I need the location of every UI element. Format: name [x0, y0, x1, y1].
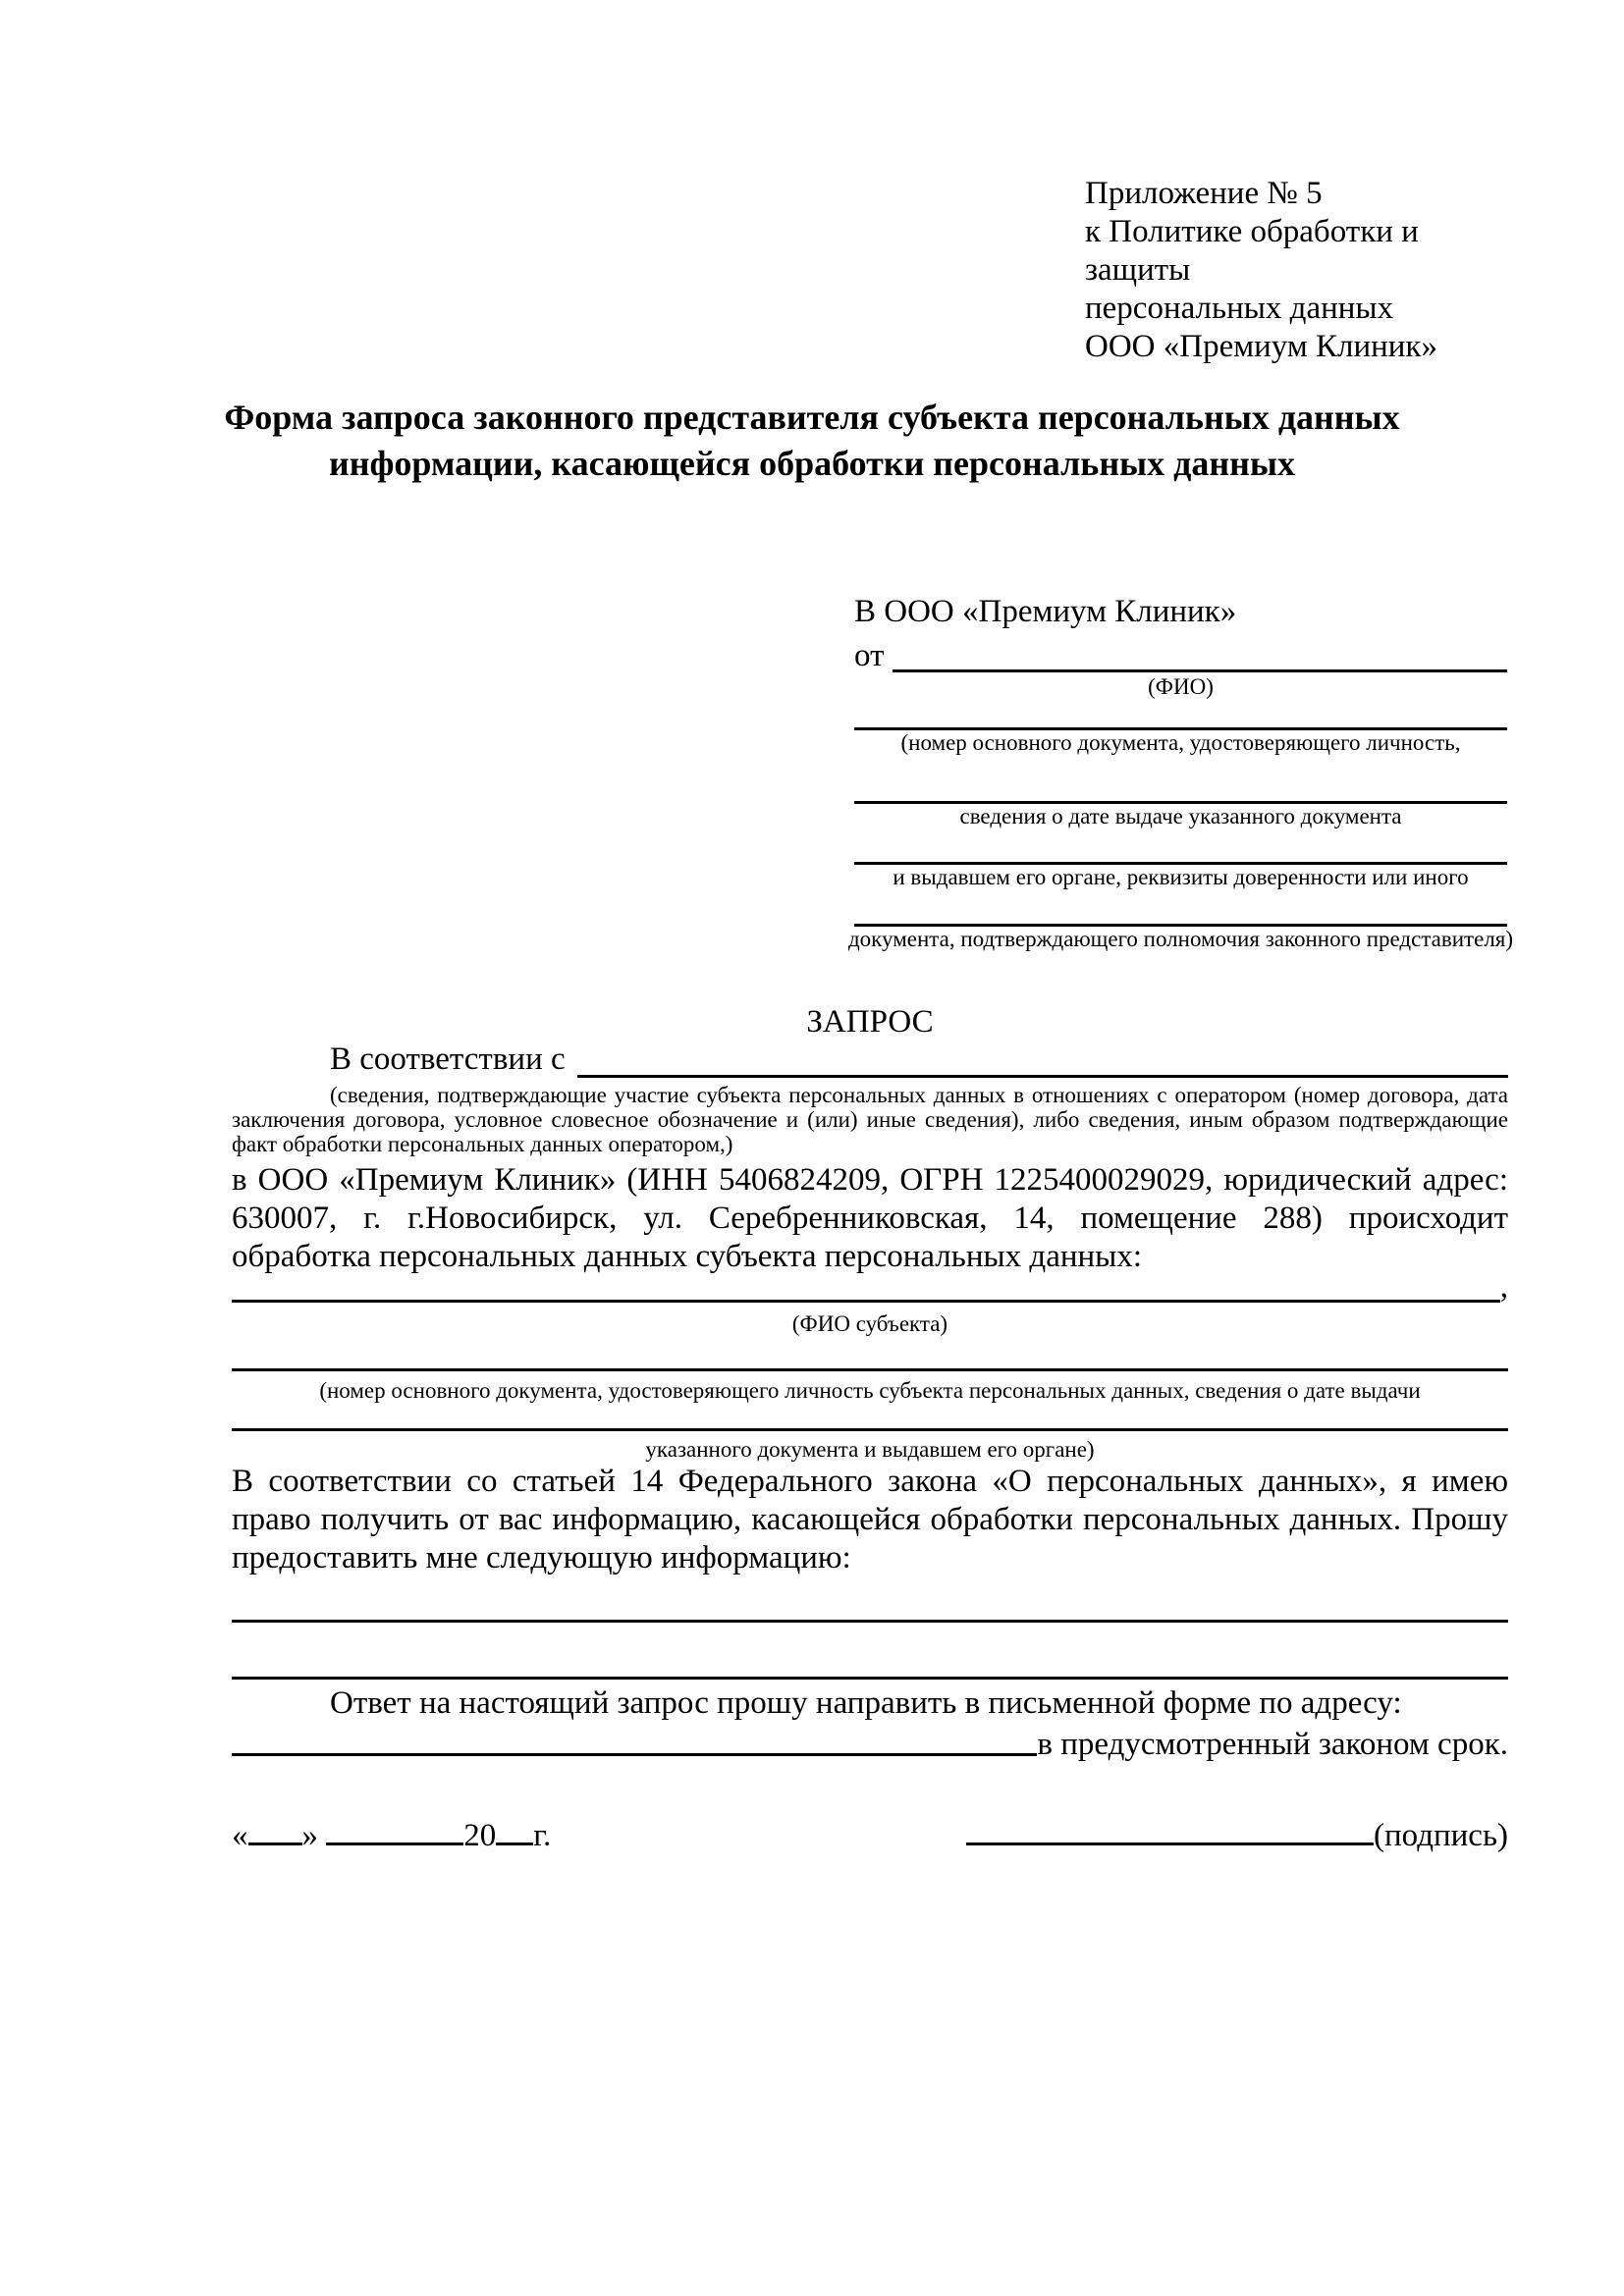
- blank-line-info-1: [232, 1620, 1508, 1623]
- reply-address-row: [232, 1720, 1508, 1763]
- subject-fio-caption: (ФИО субъекта): [791, 1311, 948, 1336]
- signature-caption: (подпись): [1374, 1818, 1508, 1853]
- blank-line-caption: и выдавшем его органе, реквизиты доверенности или иного: [893, 865, 1469, 889]
- law-paragraph: В соответствии со статьей 14 Федерального закона «О персональных данных», я имею право получить от вас информацию, касающейся обработки персональных данных. Прошу предоставить мне следующую информацию:: [232, 1464, 1508, 1575]
- date-signature-row: [232, 1818, 1508, 1854]
- appendix-header-line: Приложение № 5: [1085, 176, 1323, 211]
- fio-caption: (ФИО): [1148, 674, 1214, 699]
- appendix-header-line: ООО «Премиум Клиник»: [1085, 329, 1437, 364]
- year-suffix: г.: [533, 1818, 552, 1853]
- appendix-header-line: персональных данных: [1085, 291, 1394, 326]
- blank-year: [496, 1841, 533, 1845]
- appendix-header-line: к Политике обработки и защиты: [1085, 214, 1419, 288]
- appendix-header: [1085, 175, 1517, 366]
- blank-line-subject-document-2: [232, 1428, 1508, 1431]
- blank-line-caption: документа, подтверждающего полномочия законного представителя): [847, 927, 1514, 951]
- blank-line-power-of-attorney: [854, 890, 1507, 927]
- blank-line-issue-date: [854, 756, 1507, 804]
- date-group: [232, 1818, 551, 1854]
- subject-fio-row: [232, 1268, 1508, 1306]
- blank-line-caption: сведения о дате выдаче указанного документа: [959, 804, 1402, 828]
- blank-signature-line: [966, 1841, 1374, 1845]
- addressee-block: [847, 592, 1514, 952]
- blank-line-issuing-authority: [854, 829, 1507, 865]
- intro-prefix: В соответствии с: [330, 1041, 566, 1077]
- document-title: Форма запроса законного представителя субъекта персональных данных информации, касающейся обработки персональных данных: [224, 398, 1400, 483]
- request-heading: ЗАПРОС: [806, 1004, 934, 1040]
- reply-paragraph: Ответ на настоящий запрос прошу направить в письменной форме по адресу:: [330, 1685, 1402, 1721]
- subject-doc-caption: (номер основного документа, удостоверяющего личность субъекта персональных данных, сведения о дате выдачи: [319, 1378, 1421, 1403]
- subject-doc-caption-2: указанного документа и выдавшем его органе): [645, 1437, 1095, 1462]
- reply-suffix: в предусмотренный законом срок.: [1037, 1727, 1508, 1762]
- operator-paragraph: в ООО «Премиум Клиник» (ИНН 5406824209, ОГРН 1225400029029, юридический адрес: 630007, г. г.Новосибирск, ул. Серебренниковская, 14, помещение 288) происходит обработка персональных данных субъекта персональных данных:: [232, 1162, 1508, 1274]
- from-label: от: [854, 638, 885, 673]
- blank-day: [248, 1841, 302, 1845]
- blank-month: [326, 1841, 463, 1845]
- blank-line-from: [893, 669, 1508, 672]
- blank-line-subject-document: [232, 1368, 1508, 1371]
- fio-line-comma: ,: [1499, 1269, 1508, 1305]
- addressee-to: В ООО «Премиум Клиник»: [854, 594, 1237, 629]
- addressee-from-row: [854, 631, 1507, 674]
- blank-line-document-number: [854, 700, 1507, 730]
- blank-line-caption: (номер основного документа, удостоверяющего личность,: [900, 730, 1461, 755]
- quote-open: «: [232, 1818, 248, 1853]
- blank-line-agreement: [577, 1075, 1508, 1078]
- quote-close: »: [301, 1818, 318, 1853]
- year-prefix: 20: [463, 1818, 497, 1853]
- intro-row: [232, 1041, 1508, 1078]
- blank-line-subject-fio: [232, 1300, 1500, 1303]
- intro-note: (сведения, подтверждающие участие субъекта персональных данных в отношениях с оператором (номер договора, дата заключения договора, условное словесное обозначение и (или) иные сведения), либо сведения, иным образом подтверждающие факт обработки персональных данных оператором,): [232, 1083, 1508, 1156]
- blank-line-reply-address: [232, 1753, 1037, 1756]
- blank-line-info-2: [232, 1677, 1508, 1680]
- signature-group: [966, 1818, 1508, 1854]
